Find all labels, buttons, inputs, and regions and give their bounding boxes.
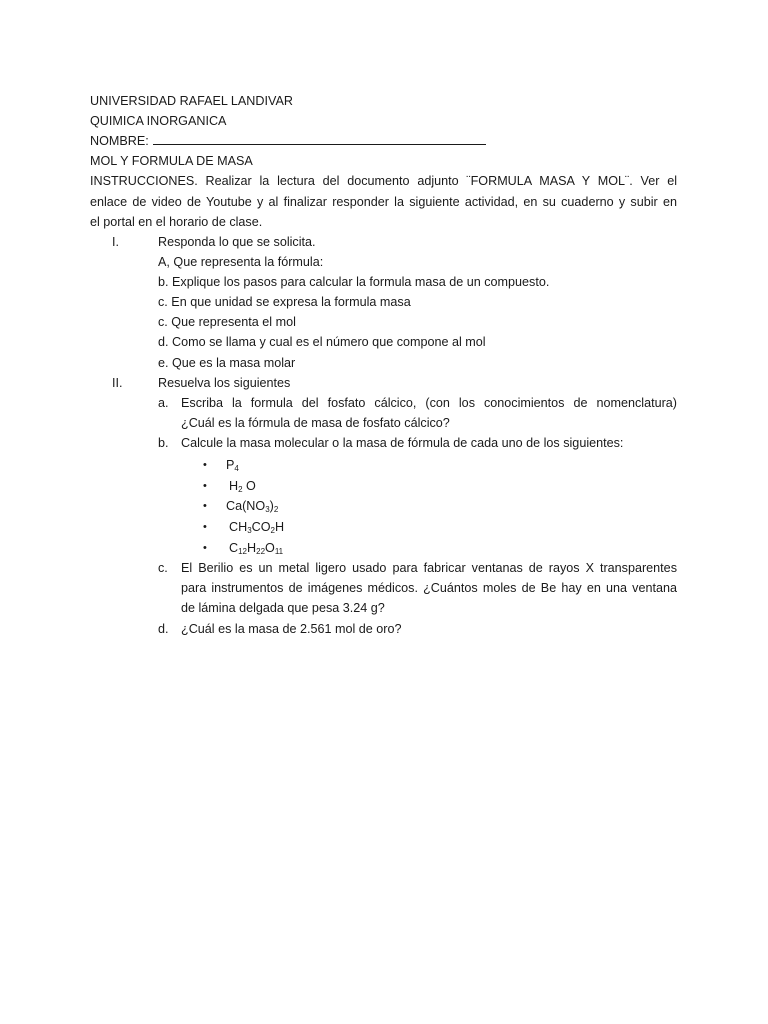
name-label: NOMBRE:: [90, 134, 149, 148]
bullet-icon: •: [203, 500, 207, 512]
question-a-mark: a.: [158, 396, 169, 410]
question-c-line-2: para instrumentos de imágenes médicos. ¿Cuántos moles de Be hay en una ventana: [181, 581, 677, 595]
section-1-item: c. En que unidad se expresa la formula masa: [158, 295, 411, 309]
question-a-line-1: Escriba la formula del fosfato cálcico, (con los conocimientos de nomenclatura): [181, 396, 677, 410]
question-c-line-3: de lámina delgada que pesa 3.24 g?: [181, 601, 385, 615]
section-1-item: A, Que representa la fórmula:: [158, 255, 324, 269]
question-d-line-1: ¿Cuál es la masa de 2.561 mol de oro?: [181, 622, 402, 636]
section-1-numeral: I.: [112, 235, 119, 249]
section-1-item: c. Que representa el mol: [158, 315, 296, 329]
section-1-title: Responda lo que se solicita.: [158, 235, 316, 249]
instructions-line-3: el portal en el horario de clase.: [90, 215, 263, 229]
instructions-line-1: INSTRUCCIONES. Realizar la lectura del documento adjunto ¨FORMULA MASA Y MOL¨. Ver el: [90, 174, 677, 188]
section-1-item: e. Que es la masa molar: [158, 356, 296, 370]
question-b-mark: b.: [158, 436, 169, 450]
question-d-mark: d.: [158, 622, 169, 636]
name-field: [90, 133, 486, 149]
bullet-icon: •: [203, 459, 207, 471]
formula-ch3co2h: $CH_3CO_2H$: [229, 520, 285, 535]
topic-title: MOL Y FORMULA DE MASA: [90, 154, 253, 168]
question-a-line-2: ¿Cuál es la fórmula de masa de fosfato cálcico?: [181, 416, 450, 430]
bullet-icon: •: [203, 542, 207, 554]
instructions-line-2: enlace de video de Youtube y al finalizar responder la siguiente actividad, en su cuaderno y subir en: [90, 195, 677, 209]
section-1-item: d. Como se llama y cual es el número que compone al mol: [158, 335, 486, 349]
course-name: QUIMICA INORGANICA: [90, 114, 227, 128]
formula-p4: $P_4$: [226, 458, 239, 473]
university-name: UNIVERSIDAD RAFAEL LANDIVAR: [90, 94, 293, 108]
formula-h2o: $H_2$ O: [229, 479, 256, 494]
section-2-title: Resuelva los siguientes: [158, 376, 291, 390]
formula-c12h22o11: $C_{12}H_{22}O_{11}$: [229, 541, 284, 556]
question-b-line-1: Calcule la masa molecular o la masa de fórmula de cada uno de los siguientes:: [181, 436, 624, 450]
bullet-icon: •: [203, 521, 207, 533]
section-1-item: b. Explique los pasos para calcular la formula masa de un compuesto.: [158, 275, 550, 289]
question-c-line-1: El Berilio es un metal ligero usado para fabricar ventanas de rayos X transparentes: [181, 561, 677, 575]
bullet-icon: •: [203, 480, 207, 492]
name-blank-line: [153, 133, 486, 145]
section-2-numeral: II.: [112, 376, 123, 390]
formula-ca-no3-2: $Ca(NO_3)_2$: [226, 499, 279, 514]
question-c-mark: c.: [158, 561, 168, 575]
